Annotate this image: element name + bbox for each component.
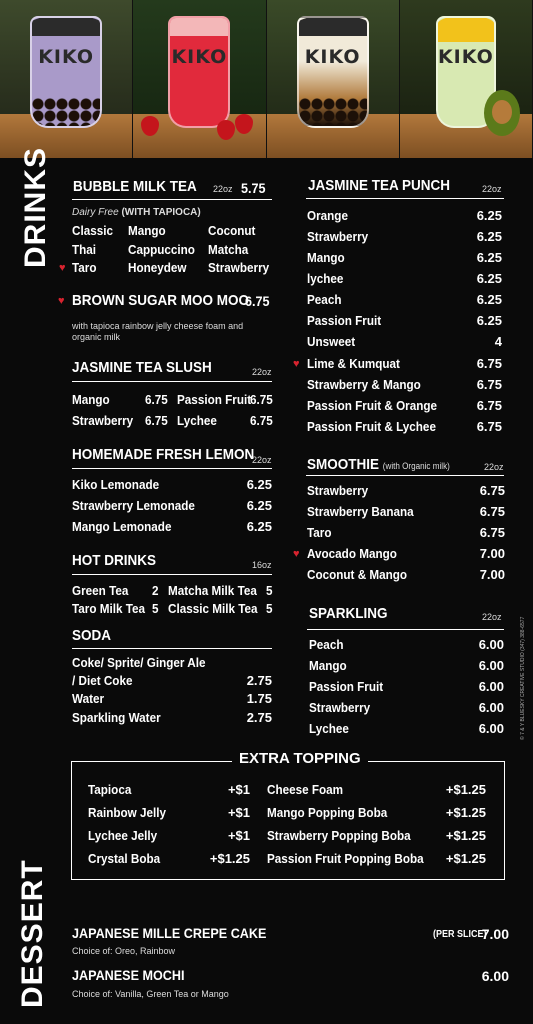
flavor: Classic [72, 223, 113, 238]
mochi-note: Choice of: Vanilla, Green Tea or Mango [72, 989, 229, 999]
item-price: 6.00 [478, 700, 504, 715]
item-price: 6.25 [246, 498, 272, 513]
item-name: Orange [307, 208, 348, 223]
item-name: Mango Lemonade [72, 519, 172, 534]
strawberry-drink-photo [133, 0, 266, 158]
dessert-section-label: DESSERT [16, 859, 49, 1008]
section-title: BUBBLE MILK TEA [73, 178, 197, 195]
item-name: Strawberry Popping Boba [267, 828, 411, 843]
size-label: 22oz [252, 367, 272, 377]
divider [72, 199, 272, 200]
credit-text: © 7 & Y BLUESKY CREATIVE STUDIO (347) 388-6577 [520, 616, 526, 740]
item-price: 6.00 [478, 679, 504, 694]
item-price: 6.25 [246, 477, 272, 492]
item-name: Strawberry Lemonade [72, 498, 195, 513]
size-label: 22oz [252, 455, 272, 465]
mochi-price: 6.00 [481, 968, 509, 984]
item-price: +$1.25 [445, 851, 486, 866]
item-price: 6.00 [478, 637, 504, 652]
item-price: 6.75 [145, 392, 168, 407]
item-name: Passion Fruit [177, 392, 252, 407]
size-label: 16oz [252, 560, 272, 570]
heart-icon: ♥ [59, 262, 66, 274]
flavor: Matcha [208, 242, 249, 257]
item-price: 2.75 [246, 710, 272, 725]
item-name: Strawberry [307, 229, 369, 244]
heart-icon: ♥ [293, 358, 300, 370]
item-name: Peach [309, 637, 344, 652]
section-title: JASMINE TEA SLUSH [72, 359, 212, 376]
crepe-unit: (PER SLICE) [433, 929, 487, 940]
item-price: 6.00 [478, 658, 504, 673]
item-name: Lychee Jelly [88, 828, 158, 843]
avocado-drink-photo [400, 0, 533, 158]
item-name: Lychee [177, 413, 217, 428]
divider [72, 468, 272, 469]
item-name: Passion Fruit & Lychee [307, 419, 436, 434]
item-price: 6.25 [476, 229, 502, 244]
item-name: Sparkling Water [72, 710, 161, 725]
crepe-price: 7.00 [481, 926, 509, 942]
mochi-title: JAPANESE MOCHI [72, 967, 185, 983]
item-price: 6.25 [476, 292, 502, 307]
cup-image: KIKO [30, 16, 102, 128]
flavor: Cappuccino [128, 242, 195, 257]
item-name: Crystal Boba [88, 851, 161, 866]
item-name: Mango [72, 392, 110, 407]
item-name: Lime & Kumquat [307, 356, 400, 371]
item-name: Rainbow Jelly [88, 805, 167, 820]
price: 5.75 [241, 180, 266, 196]
section-title: EXTRA TOPPING [232, 750, 368, 767]
item-price: +$1 [227, 805, 250, 820]
item-price: 6.25 [476, 250, 502, 265]
item-name: / Diet Coke [72, 673, 133, 688]
item-price: 6.75 [145, 413, 168, 428]
size-label: 22oz [482, 184, 502, 194]
divider [72, 648, 272, 649]
item-name: Matcha Milk Tea [168, 583, 257, 598]
item-price: 1.75 [246, 691, 272, 706]
section-title: SODA [72, 627, 112, 644]
size-label: 22oz [482, 612, 502, 622]
item-price: 6.00 [478, 721, 504, 736]
item-price: +$1.25 [445, 805, 486, 820]
section-title: SMOOTHIE (with Organic milk) [307, 456, 450, 473]
drinks-section-label: DRINKS [19, 146, 52, 268]
item-name: Coconut & Mango [307, 567, 408, 582]
item-name: Passion Fruit [307, 313, 382, 328]
item-name: lychee [307, 271, 344, 286]
flavor: Coconut [208, 223, 256, 238]
item-name: Passion Fruit Popping Boba [267, 851, 424, 866]
section-title: HOMEMADE FRESH LEMON [72, 446, 255, 463]
description: with tapioca rainbow jelly cheese foam and [72, 321, 244, 331]
item-price: 6.25 [476, 208, 502, 223]
item-name: Green Tea [72, 583, 129, 598]
brown-sugar-drink-photo [267, 0, 400, 158]
item-name: Strawberry [307, 483, 369, 498]
divider [72, 381, 272, 382]
item-name: Classic Milk Tea [168, 601, 258, 616]
item-price: +$1 [227, 828, 250, 843]
item-price: 4 [494, 334, 502, 349]
item-price: 6.25 [476, 313, 502, 328]
item-name: Kiko Lemonade [72, 477, 160, 492]
subtitle: Dairy Free (WITH TAPIOCA) [72, 207, 201, 218]
crepe-note: Choice of: Oreo, Rainbow [72, 946, 176, 956]
item-price: 5 [152, 601, 159, 616]
item-price: 6.75 [250, 392, 273, 407]
item-price: 2.75 [246, 673, 272, 688]
cup-image: KIKO [168, 16, 230, 128]
item-name: Taro Milk Tea [72, 601, 146, 616]
item-name: Strawberry [309, 700, 371, 715]
flavor: Honeydew [128, 260, 187, 275]
size-label: 22oz [213, 184, 233, 194]
item-name: Mango [307, 250, 345, 265]
item-price: 6.75 [476, 398, 502, 413]
item-price: 2 [152, 583, 159, 598]
cup-image: KIKO [297, 16, 369, 128]
item-price: +$1.25 [445, 782, 486, 797]
item-name: Unsweet [307, 334, 356, 349]
item-price: 5 [266, 583, 273, 598]
item-price: 6.25 [476, 271, 502, 286]
item-name: Taro [307, 525, 332, 540]
item-price: 6.75 [476, 419, 502, 434]
price: 6.75 [245, 293, 270, 309]
item-price: 6.75 [476, 377, 502, 392]
item-name: Tapioca [88, 782, 132, 797]
divider [306, 475, 504, 476]
divider [306, 198, 504, 199]
item-price: 6.75 [479, 525, 505, 540]
divider [72, 574, 272, 575]
flavor: Taro [72, 260, 97, 275]
item-name: Passion Fruit [309, 679, 384, 694]
flavor: Thai [72, 242, 97, 257]
item-name: Mango [309, 658, 347, 673]
item-price: 6.75 [476, 356, 502, 371]
item-name: Strawberry Banana [307, 504, 414, 519]
item-price: 6.25 [246, 519, 272, 534]
section-title: SPARKLING [309, 605, 388, 622]
heart-icon: ♥ [293, 548, 300, 560]
item-name: Avocado Mango [307, 546, 397, 561]
item-name: Cheese Foam [267, 782, 344, 797]
item-price: 7.00 [479, 567, 505, 582]
item-price: 5 [266, 601, 273, 616]
item-name: Strawberry [72, 413, 134, 428]
item-price: 6.75 [479, 504, 505, 519]
item-name: Peach [307, 292, 342, 307]
item-name: Coke/ Sprite/ Ginger Ale [72, 655, 206, 670]
item-name: Mango Popping Boba [267, 805, 388, 820]
item-price: +$1.25 [445, 828, 486, 843]
item-price: 7.00 [479, 546, 505, 561]
flavor: Mango [128, 223, 166, 238]
description: organic milk [72, 332, 121, 342]
item-price: 6.75 [250, 413, 273, 428]
size-label: 22oz [484, 462, 504, 472]
item-name: Water [72, 691, 105, 706]
section-title: JASMINE TEA PUNCH [308, 177, 451, 194]
divider [307, 629, 504, 630]
item-name: Passion Fruit & Orange [307, 398, 438, 413]
flavor: Strawberry [208, 260, 270, 275]
item-price: +$1 [227, 782, 250, 797]
product-photo-strip [0, 0, 533, 158]
crepe-title: JAPANESE MILLE CREPE CAKE [72, 925, 267, 941]
item-name: Strawberry & Mango [307, 377, 421, 392]
item-price: 6.75 [479, 483, 505, 498]
taro-drink-photo [0, 0, 133, 158]
section-title: HOT DRINKS [72, 552, 157, 569]
section-title: BROWN SUGAR MOO MOO [72, 292, 249, 309]
cup-image: KIKO [436, 16, 496, 128]
item-name: Lychee [309, 721, 349, 736]
item-price: +$1.25 [209, 851, 250, 866]
heart-icon: ♥ [58, 295, 65, 307]
